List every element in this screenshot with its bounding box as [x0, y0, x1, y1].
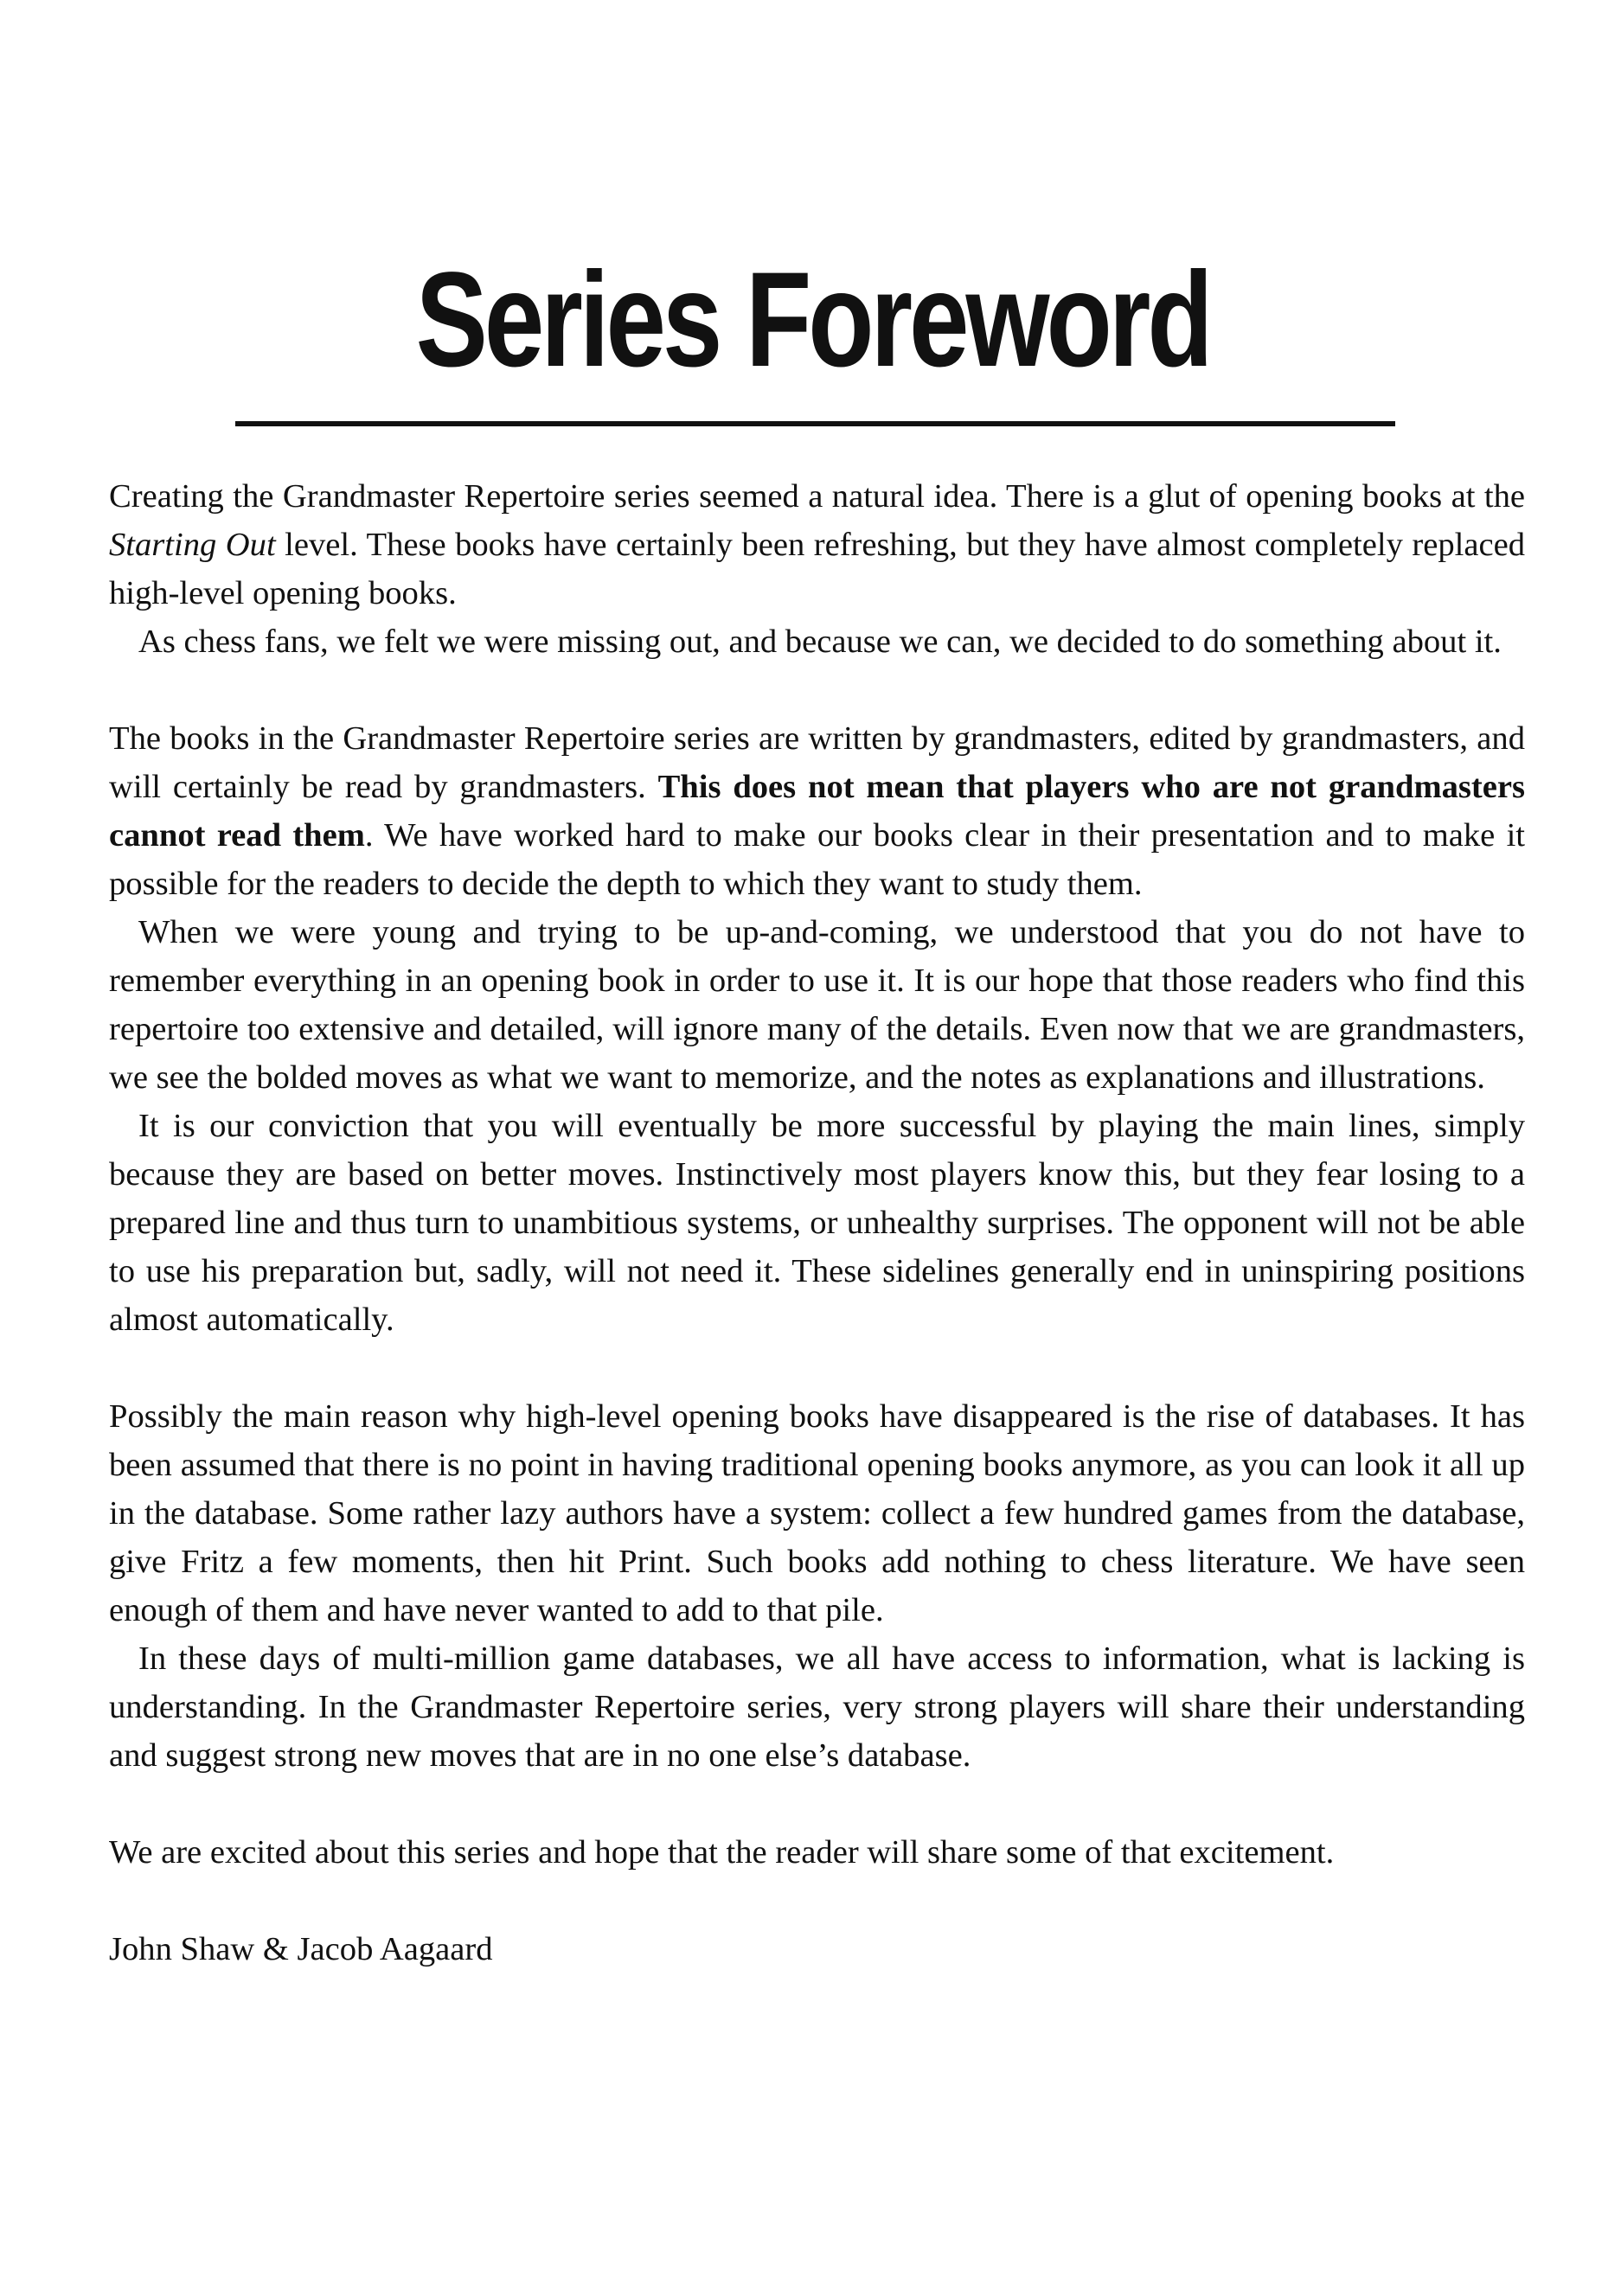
paragraph-6: Possibly the main reason why high-level opening books have disappeared is the rise of databases. It has been assumed that there is no point in having traditional opening books anymore, as you can look it all up in the database. Some rather lazy authors have a system: collect a few hundred games from the database, give Fritz a few moments, then hit Print. Such books add nothing to chess literature. We have seen enough of them and have never wanted to add to that pile.	[109, 1398, 1525, 1628]
page-title: Series Foreword	[415, 245, 1210, 395]
bold-statement: This does not mean that players who are not grandmasters cannot read them	[109, 769, 1525, 854]
paragraph-1: Creating the Grandmaster Repertoire series seemed a natural idea. There is a glut of opening books at the Starting Out level. These books have certainly been refreshing, but they have almost completely replaced high-level opening books.	[109, 478, 1525, 611]
paragraph-7: In these days of multi-million game databases, we all have access to information, what is lacking is understanding. In the Grandmaster Repertoire series, very strong players will share their understanding and suggest strong new moves that are in no one else’s database.	[109, 1640, 1525, 1774]
paragraph-4: When we were young and trying to be up-and-coming, we understood that you do not have to remember everything in an opening book in order to use it. It is our hope that those readers who find this repertoire too extensive and detailed, will ignore many of the details. Even now that we are grandmasters, we see the bolded moves as what we want to memorize, and the notes as explanations and illustrations.	[109, 914, 1525, 1096]
italic-book-series: Starting Out	[109, 527, 276, 563]
paragraph-8: We are excited about this series and hope that the reader will share some of that excitement.	[109, 1834, 1335, 1871]
title-underline	[235, 421, 1395, 426]
signature: John Shaw & Jacob Aagaard	[109, 1931, 493, 1967]
paragraph-5: It is our conviction that you will eventually be more successful by playing the main lines, simply because they are based on better moves. Instinctively most players know this, but they fear losing to a prepared line and thus turn to unambitious systems, or unhealthy surprises. The opponent will not be able to use his preparation but, sadly, will not need it. These sidelines generally end in uninspiring positions almost automatically.	[109, 1108, 1525, 1338]
paragraph-2: As chess fans, we felt we were missing out, and because we can, we decided to do something about it.	[138, 624, 1502, 660]
foreword-body	[109, 472, 1525, 1973]
paragraph-3: The books in the Grandmaster Repertoire series are written by grandmasters, edited by grandmasters, and will certainly be read by grandmasters. This does not mean that players who are not grandmasters cannot read them. We have worked hard to make our books clear in their presentation and to make it possible for the readers to decide the depth to which they want to study them.	[109, 720, 1526, 902]
